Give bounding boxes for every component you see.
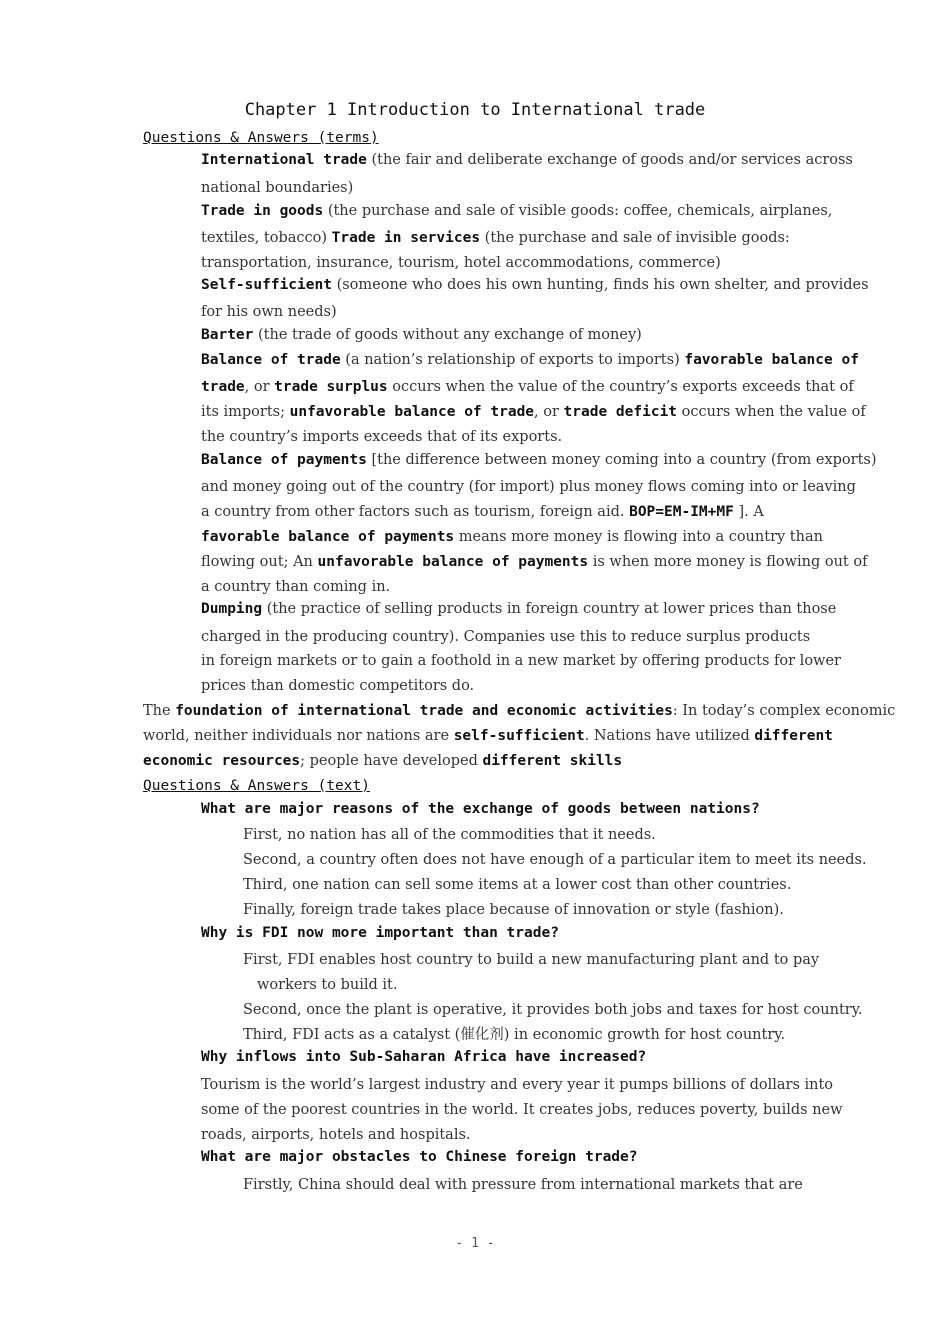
foundation-line: [143, 726, 833, 746]
definition-line: [201, 552, 867, 572]
term-definition: is when more money is flowing out of: [592, 554, 868, 570]
term-label: Trade in goods: [201, 203, 324, 219]
term-balance-of-trade: [201, 350, 859, 370]
definition-line: prices than domestic competitors do.: [201, 678, 475, 694]
foundation-line: [143, 751, 622, 771]
paragraph-text: world, neither individuals nor nations are: [143, 728, 450, 744]
term-definition: textiles, tobacco): [201, 230, 328, 246]
term-emphasis: unfavorable balance of payments: [317, 554, 589, 570]
question-4: What are major obstacles to Chinese foreign trade?: [201, 1149, 638, 1165]
term-definition: occurs when the value of: [681, 404, 866, 420]
term-definition: occurs when the value of the country’s exports exceeds that of: [392, 379, 854, 395]
term-definition: ]. A: [738, 504, 764, 520]
term-definition: its imports;: [201, 404, 285, 420]
term-definition: a country from other factors such as tourism, foreign aid.: [201, 504, 625, 520]
term-emphasis: unfavorable balance of trade: [289, 404, 535, 420]
answer-line: Second, once the plant is operative, it provides both jobs and taxes for host country.: [243, 1002, 863, 1018]
question-2: Why is FDI now more important than trade?: [201, 925, 559, 941]
question-1: What are major reasons of the exchange of goods between nations?: [201, 801, 760, 817]
term-definition: (the purchase and sale of invisible goods:: [484, 230, 790, 246]
definition-line: for his own needs): [201, 304, 337, 320]
definition-line: national boundaries): [201, 180, 354, 196]
term-label: Trade in services: [331, 230, 481, 246]
answer-line: Firstly, China should deal with pressure from international markets that are: [243, 1177, 803, 1193]
definition-line: [201, 377, 854, 397]
term-emphasis: trade: [201, 379, 245, 395]
term-self-sufficient: [201, 275, 869, 295]
term-definition: flowing out; An: [201, 554, 313, 570]
term-definition: (the trade of goods without any exchange of money): [258, 327, 642, 343]
page-number: - 1 -: [455, 1236, 495, 1251]
connector-text: , or: [244, 379, 270, 395]
term-definition: (someone who does his own hunting, finds his own shelter, and provides: [336, 277, 869, 293]
bop-formula: BOP=EM-IM+MF: [629, 504, 734, 520]
term-label: Dumping: [201, 601, 263, 617]
term-label: Barter: [201, 327, 254, 343]
definition-line: and money going out of the country (for import) plus money flows coming into or leaving: [201, 479, 856, 495]
answer-line: Third, FDI acts as a catalyst (催化剂) in economic growth for host country.: [243, 1027, 786, 1043]
term-balance-of-payments: [201, 450, 877, 470]
answer-line: First, no nation has all of the commodities that it needs.: [243, 827, 656, 843]
paragraph-text: The: [143, 703, 171, 719]
definition-line: [201, 502, 764, 522]
term-label: Balance of trade: [201, 352, 341, 368]
paragraph-text: . Nations have utilized: [584, 728, 750, 744]
term-trade-in-goods: [201, 201, 832, 221]
term-emphasis: favorable balance of payments: [201, 529, 455, 545]
term-definition: [the difference between money coming into a country (from exports): [371, 452, 877, 468]
answer-line: Finally, foreign trade takes place because of innovation or style (fashion).: [243, 902, 784, 918]
term-definition: (the purchase and sale of visible goods: coffee, chemicals, airplanes,: [327, 203, 833, 219]
text-heading: Questions & Answers (text): [143, 778, 370, 794]
term-label: Balance of payments: [201, 452, 367, 468]
answer-line: roads, airports, hotels and hospitals.: [201, 1127, 471, 1143]
term-definition: (a nation’s relationship of exports to imports): [345, 352, 680, 368]
foundation-paragraph: [143, 701, 895, 721]
terms-heading: Questions & Answers (terms): [143, 130, 379, 146]
answer-line: Tourism is the world’s largest industry and every year it pumps billions of dollars into: [201, 1077, 834, 1093]
term-emphasis: self-sufficient: [453, 728, 585, 744]
term-international-trade: [201, 150, 853, 170]
term-emphasis: favorable balance of: [684, 352, 859, 368]
term-definition: means more money is flowing into a country than: [458, 529, 823, 545]
definition-line: a country than coming in.: [201, 579, 391, 595]
term-dumping: [201, 599, 836, 619]
answer-line: Third, one nation can sell some items at a lower cost than other countries.: [243, 877, 792, 893]
paragraph-text: ; people have developed: [300, 753, 478, 769]
definition-line: the country’s imports exceeds that of its exports.: [201, 429, 563, 445]
term-trade-in-services: [201, 228, 790, 248]
answer-line: workers to build it.: [257, 977, 398, 993]
term-definition: (the fair and deliberate exchange of goods and/or services across: [371, 152, 853, 168]
definition-line: in foreign markets or to gain a foothold in a new market by offering products for lower: [201, 653, 841, 669]
answer-line: some of the poorest countries in the world. It creates jobs, reduces poverty, builds new: [201, 1102, 843, 1118]
term-emphasis: trade deficit: [563, 404, 678, 420]
term-barter: [201, 325, 642, 345]
definition-line: [201, 402, 866, 422]
term-emphasis: different skills: [482, 753, 623, 769]
paragraph-text: : In today’s complex economic: [672, 703, 896, 719]
term-emphasis: trade surplus: [274, 379, 388, 395]
chapter-title: Chapter 1 Introduction to International trade: [244, 100, 706, 120]
term-definition: (the practice of selling products in foreign country at lower prices than those: [266, 601, 837, 617]
term-label: International trade: [201, 152, 367, 168]
term-emphasis: foundation of international trade and economic activities: [175, 703, 673, 719]
connector-text: , or: [534, 404, 559, 420]
term-emphasis: economic resources: [143, 753, 301, 769]
term-label: Self-sufficient: [201, 277, 332, 293]
definition-line: [201, 527, 823, 547]
definition-line: transportation, insurance, tourism, hotel accommodations, commerce): [201, 255, 721, 271]
answer-line: First, FDI enables host country to build a new manufacturing plant and to pay: [243, 952, 820, 968]
term-emphasis: different: [754, 728, 833, 744]
definition-line: charged in the producing country). Companies use this to reduce surplus products: [201, 629, 811, 645]
question-3: Why inflows into Sub-Saharan Africa have increased?: [201, 1049, 647, 1065]
answer-line: Second, a country often does not have enough of a particular item to meet its needs.: [243, 852, 867, 868]
